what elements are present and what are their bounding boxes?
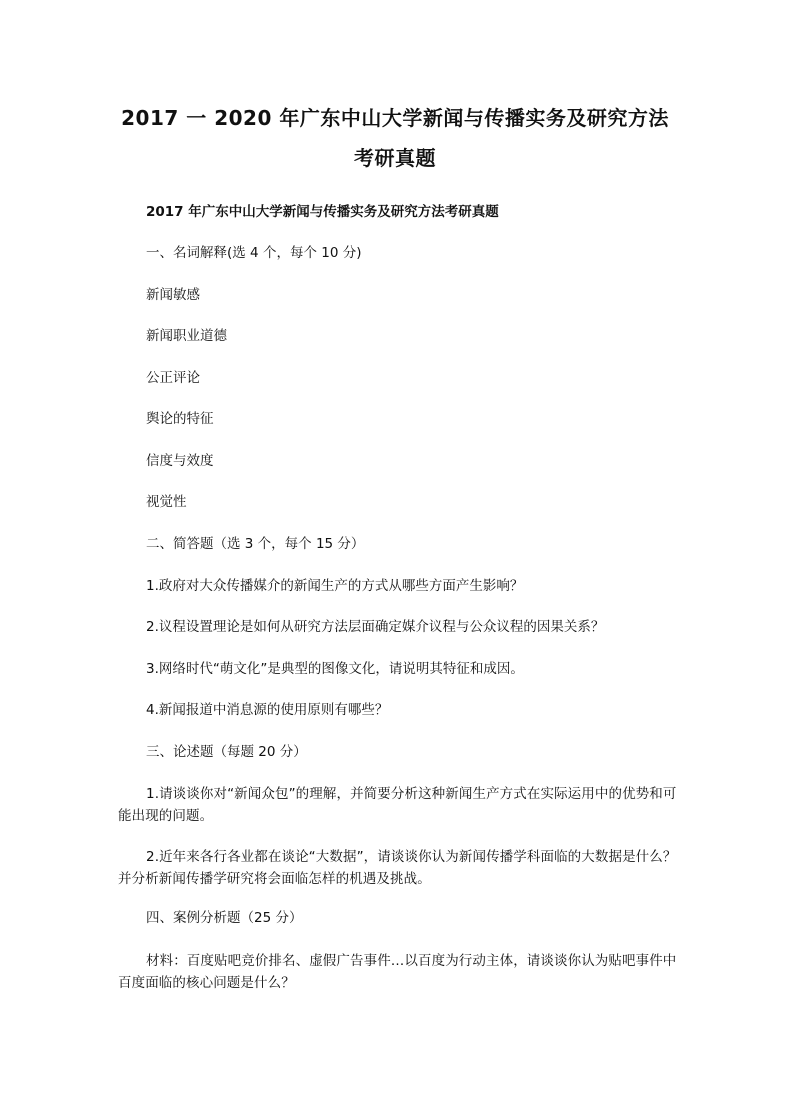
term-item: 公正评论 [146, 370, 200, 386]
term-item: 视觉性 [146, 494, 187, 510]
section4-heading: 四、案例分析题（25 分） [146, 910, 303, 926]
question-item: 4.新闻报道中消息源的使用原则有哪些？ [146, 702, 389, 718]
exam-subtitle: 2017 年广东中山大学新闻与传播实务及研究方法考研真题 [146, 204, 499, 220]
term-item: 新闻敏感 [146, 287, 200, 303]
question-item: 3.网络时代“萌文化”是典型的图像文化，请说明其特征和成因。 [146, 661, 524, 677]
essay-question: 2.近年来各行各业都在谈论“大数据”，请谈谈你认为新闻传播学科面临的大数据是什么？并分析新闻传播学研究将会面临怎样的机遇及挑战。 [118, 849, 677, 887]
document-title-line1: 2017 一 2020 年广东中山大学新闻与传播实务及研究方法 [121, 106, 669, 130]
term-item: 信度与效度 [146, 453, 214, 469]
case-material: 材料：百度贴吧竞价排名、虚假广告事件…以百度为行动主体，请谈谈你认为贴吧事件中百度面临的核心问题是什么？ [118, 953, 677, 991]
term-item: 舆论的特征 [146, 411, 214, 427]
section2-heading: 二、简答题（选 3 个，每个 15 分） [146, 536, 365, 552]
section1-heading: 一、名词解释(选 4 个，每个 10 分) [146, 245, 362, 261]
essay-question: 1.请谈谈你对“新闻众包”的理解，并简要分析这种新闻生产方式在实际运用中的优势和可能出现的问题。 [118, 786, 677, 824]
document-title-line2: 考研真题 [354, 146, 436, 170]
section3-heading: 三、论述题（每题 20 分） [146, 744, 307, 760]
question-item: 1.政府对大众传播媒介的新闻生产的方式从哪些方面产生影响？ [146, 578, 524, 594]
term-item: 新闻职业道德 [146, 328, 227, 344]
question-item: 2.议程设置理论是如何从研究方法层面确定媒介议程与公众议程的因果关系？ [146, 619, 605, 635]
